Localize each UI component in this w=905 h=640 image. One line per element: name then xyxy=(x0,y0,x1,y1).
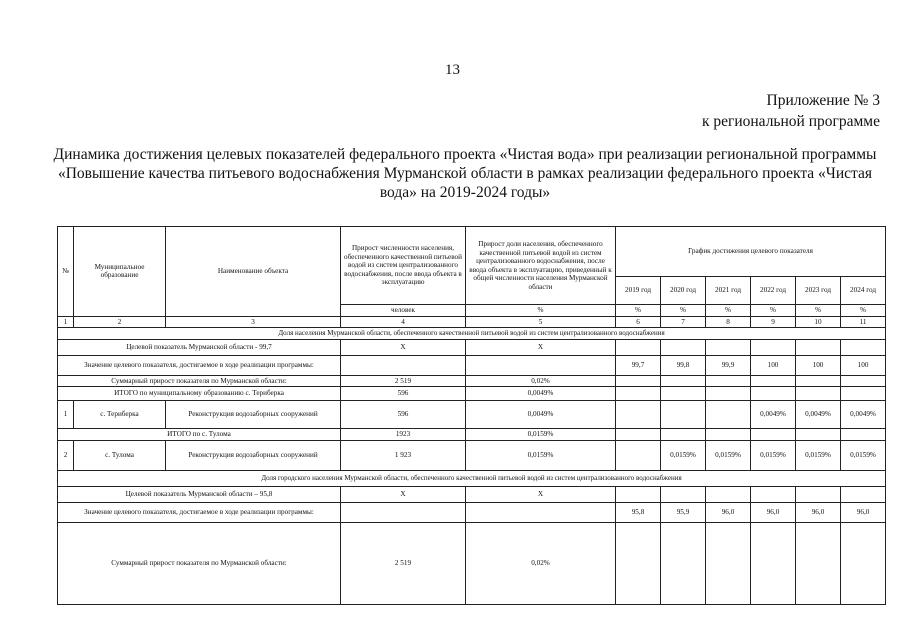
row-number: 2 xyxy=(58,440,74,470)
column-number: 8 xyxy=(706,316,751,328)
row-year-value xyxy=(616,401,661,429)
row-object: Реконструкция водозаборных сооружений xyxy=(166,440,341,470)
header-schedule: График достижения целевого показателя xyxy=(616,227,886,277)
column-number: 5 xyxy=(466,316,616,328)
row-year-value: 0,0159% xyxy=(706,440,751,470)
header-municipality: Муниципальное образование xyxy=(74,227,166,317)
achieved-value: 95,8 xyxy=(616,502,661,522)
achieved-value: 99,8 xyxy=(661,355,706,375)
appendix-line-2: к региональной программе xyxy=(701,113,880,130)
appendix-line-1: Приложение № 3 xyxy=(766,92,880,109)
subtotal-people: 1923 xyxy=(341,429,466,441)
not-applicable-mark: X xyxy=(341,339,466,355)
unit-people: человек xyxy=(341,305,466,317)
row-year-value: 0,0159% xyxy=(751,440,796,470)
indicators-table xyxy=(57,226,886,605)
subtotal-tuloma-label: ИТОГО по с. Тулома xyxy=(58,429,341,441)
achieved-value: 100 xyxy=(841,355,886,375)
unit-percent: % xyxy=(706,305,751,317)
not-applicable-mark: X xyxy=(341,486,466,502)
achieved-value: 95,9 xyxy=(661,502,706,522)
title-line-3: вода» на 2019-2024 годы» xyxy=(379,184,551,201)
achieved-value: 99,9 xyxy=(706,355,751,375)
column-number: 10 xyxy=(796,316,841,328)
page-number: 13 xyxy=(445,62,460,78)
header-year: 2023 год xyxy=(796,277,841,305)
column-number: 4 xyxy=(341,316,466,328)
row-year-value xyxy=(706,401,751,429)
unit-percent: % xyxy=(616,305,661,317)
row-year-value: 0,0049% xyxy=(796,401,841,429)
row-year-value: 0,0049% xyxy=(841,401,886,429)
appendix-header xyxy=(702,90,880,132)
total-people: 2 519 xyxy=(341,522,466,604)
unit-percent: % xyxy=(466,305,616,317)
column-number: 11 xyxy=(841,316,886,328)
column-number: 7 xyxy=(661,316,706,328)
column-number: 2 xyxy=(74,316,166,328)
target-indicator-label: Целевой показатель Мурманской области – 95,8 xyxy=(58,486,341,502)
header-year: 2022 год xyxy=(751,277,796,305)
achieved-value: 96,0 xyxy=(751,502,796,522)
row-object: Реконструкция водозаборных сооружений xyxy=(166,401,341,429)
section-banner: Доля населения Мурманской области, обеспеченного качественной питьевой водой из систем централизованного водоснабжения xyxy=(58,328,886,340)
row-year-value xyxy=(616,440,661,470)
row-year-value: 0,0159% xyxy=(796,440,841,470)
header-year: 2019 год xyxy=(616,277,661,305)
row-people: 596 xyxy=(341,401,466,429)
row-year-value: 0,0159% xyxy=(661,440,706,470)
achieved-value: 99,7 xyxy=(616,355,661,375)
header-population-growth: Прирост численности населения, обеспеченного качественной питьевой водой из систем централизованного водоснабжения, после ввода объекта в эксплуатацию xyxy=(341,227,466,305)
unit-percent: % xyxy=(751,305,796,317)
column-number: 9 xyxy=(751,316,796,328)
title-line-1: Динамика достижения целевых показателей федерального проекта «Чистая вода» при реализации региональной программы xyxy=(53,146,877,163)
achieved-value-label: Значение целевого показателя, достигаемое в ходе реализации программы: xyxy=(58,502,341,522)
target-indicator-label: Целевой показатель Мурманской области - 99,7 xyxy=(58,339,341,355)
section-banner: Доля городского населения Мурманской области, обеспеченного качественной питьевой водой из систем централизованного водоснабжения xyxy=(58,470,886,486)
unit-percent: % xyxy=(661,305,706,317)
row-people: 1 923 xyxy=(341,440,466,470)
subtotal-share: 0,0049% xyxy=(466,387,616,401)
table-row xyxy=(58,401,886,429)
subtotal-share: 0,0159% xyxy=(466,429,616,441)
not-applicable-mark: X xyxy=(466,486,616,502)
subtotal-people: 596 xyxy=(341,387,466,401)
row-year-value: 0,0049% xyxy=(751,401,796,429)
achieved-value-label: Значение целевого показателя, достигаемое в ходе реализации программы: xyxy=(58,355,341,375)
header-year: 2020 год xyxy=(661,277,706,305)
total-people: 2 519 xyxy=(341,375,466,387)
document-title xyxy=(40,145,890,202)
header-object: Наименование объекта xyxy=(166,227,341,317)
achieved-value: 96,0 xyxy=(841,502,886,522)
unit-percent: % xyxy=(796,305,841,317)
achieved-value: 96,0 xyxy=(796,502,841,522)
total-growth-label: Суммарный прирост показателя по Мурманской области: xyxy=(58,375,341,387)
subtotal-teriberka-label: ИТОГО по муниципальному образованию с. Териберка xyxy=(58,387,341,401)
achieved-value: 100 xyxy=(751,355,796,375)
row-number: 1 xyxy=(58,401,74,429)
header-share-growth: Прирост доли населения, обеспеченного качественной питьевой водой из систем централизованного водоснабжения, после ввода объекта в эксплуатацию, приведенный к общей численности населения Мурманской области xyxy=(466,227,616,305)
unit-percent: % xyxy=(841,305,886,317)
row-municipality: с. Териберка xyxy=(74,401,166,429)
achieved-value: 96,0 xyxy=(706,502,751,522)
header-year: 2021 год xyxy=(706,277,751,305)
title-line-2: «Повышение качества питьевого водоснабжения Мурманской области в рамках реализации федерального проекта «Чистая xyxy=(57,165,873,182)
header-year: 2024 год xyxy=(841,277,886,305)
header-num: № xyxy=(58,227,74,317)
row-municipality: с. Тулома xyxy=(74,440,166,470)
achieved-value: 100 xyxy=(796,355,841,375)
row-share: 0,0049% xyxy=(466,401,616,429)
row-share: 0,0159% xyxy=(466,440,616,470)
row-year-value xyxy=(661,401,706,429)
total-share: 0,02% xyxy=(466,522,616,604)
table-row xyxy=(58,440,886,470)
row-year-value: 0,0159% xyxy=(841,440,886,470)
column-number: 6 xyxy=(616,316,661,328)
column-number: 1 xyxy=(58,316,74,328)
total-growth-label: Суммарный прирост показателя по Мурманской области: xyxy=(58,522,341,604)
not-applicable-mark: X xyxy=(466,339,616,355)
total-share: 0,02% xyxy=(466,375,616,387)
column-number: 3 xyxy=(166,316,341,328)
